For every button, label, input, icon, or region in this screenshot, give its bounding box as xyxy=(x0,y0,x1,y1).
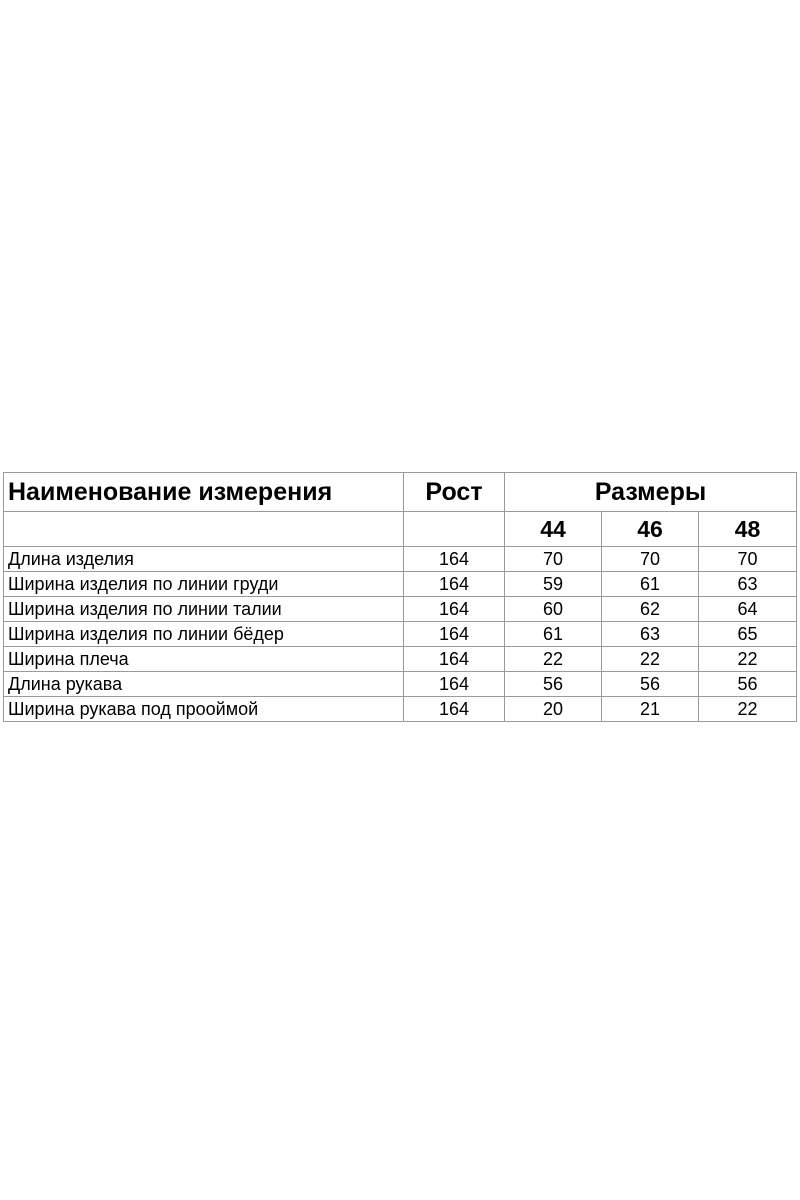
height-value: 164 xyxy=(404,647,505,672)
measurement-label: Ширина плеча xyxy=(4,647,404,672)
size-chart-table xyxy=(3,472,797,722)
size-value: 70 xyxy=(699,547,797,572)
size-value: 56 xyxy=(699,672,797,697)
size-label-44: 44 xyxy=(505,512,602,547)
table-row xyxy=(4,647,797,672)
size-value: 70 xyxy=(602,547,699,572)
measurement-label: Ширина изделия по линии груди xyxy=(4,572,404,597)
size-value: 20 xyxy=(505,697,602,722)
size-value: 22 xyxy=(699,647,797,672)
table-row xyxy=(4,597,797,622)
size-label-46: 46 xyxy=(602,512,699,547)
size-value: 22 xyxy=(505,647,602,672)
height-value: 164 xyxy=(404,572,505,597)
height-value: 164 xyxy=(404,697,505,722)
size-label-48: 48 xyxy=(699,512,797,547)
measurement-label: Ширина изделия по линии талии xyxy=(4,597,404,622)
table-row xyxy=(4,547,797,572)
size-value: 59 xyxy=(505,572,602,597)
table-row xyxy=(4,672,797,697)
size-value: 70 xyxy=(505,547,602,572)
size-value: 56 xyxy=(505,672,602,697)
size-value: 63 xyxy=(699,572,797,597)
size-value: 60 xyxy=(505,597,602,622)
size-labels-row xyxy=(4,512,797,547)
height-value: 164 xyxy=(404,622,505,647)
size-value: 61 xyxy=(505,622,602,647)
size-value: 21 xyxy=(602,697,699,722)
empty-cell xyxy=(404,512,505,547)
empty-cell xyxy=(4,512,404,547)
size-value: 62 xyxy=(602,597,699,622)
size-value: 64 xyxy=(699,597,797,622)
size-value: 22 xyxy=(699,697,797,722)
table-header-row xyxy=(4,473,797,512)
measurement-label: Ширина рукава под прооймой xyxy=(4,697,404,722)
size-value: 22 xyxy=(602,647,699,672)
measurement-label: Длина рукава xyxy=(4,672,404,697)
table-row xyxy=(4,697,797,722)
size-value: 63 xyxy=(602,622,699,647)
height-header: Рост xyxy=(404,473,505,512)
sizes-header: Размеры xyxy=(505,473,797,512)
size-value: 65 xyxy=(699,622,797,647)
height-value: 164 xyxy=(404,597,505,622)
size-value: 61 xyxy=(602,572,699,597)
height-value: 164 xyxy=(404,547,505,572)
table-row xyxy=(4,622,797,647)
height-value: 164 xyxy=(404,672,505,697)
measurement-label: Ширина изделия по линии бёдер xyxy=(4,622,404,647)
measurement-name-header: Наименование измерения xyxy=(4,473,404,512)
size-value: 56 xyxy=(602,672,699,697)
measurement-label: Длина изделия xyxy=(4,547,404,572)
table-row xyxy=(4,572,797,597)
